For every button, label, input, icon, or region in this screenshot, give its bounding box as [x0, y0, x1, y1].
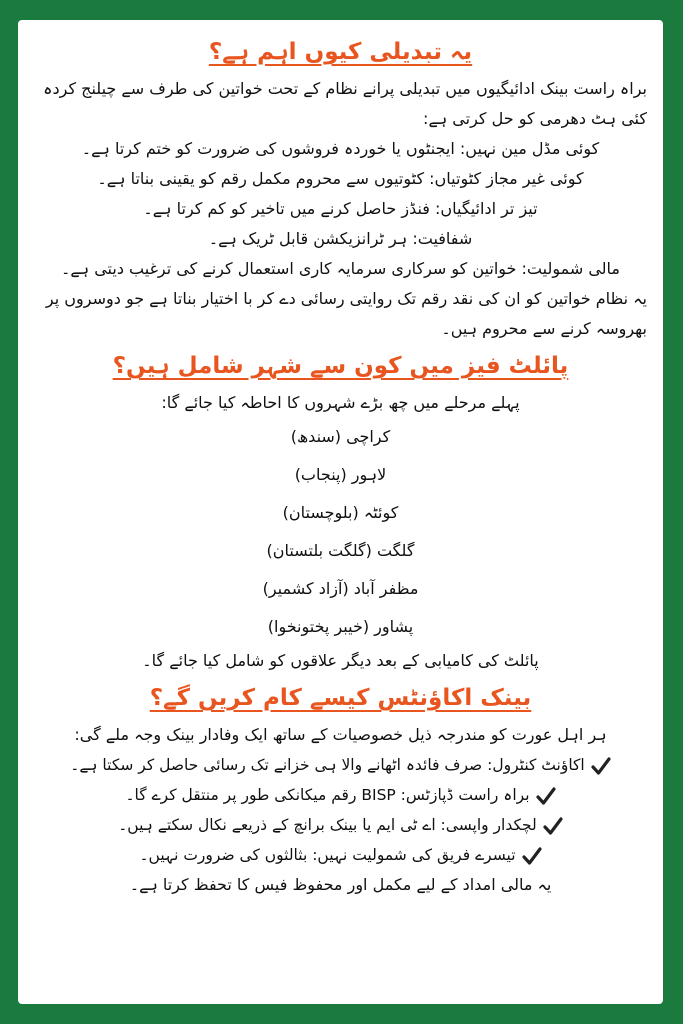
point-fast-payments: تیز تر ادائیگیاں: فنڈز حاصل کرنے میں تاخیر کو کم کرتا ہے۔ — [143, 199, 538, 218]
point-no-deductions: کوئی غیر مجاز کٹوتیاں: کٹوتیوں سے محروم مکمل رقم کو یقینی بناتا ہے۔ — [97, 169, 584, 188]
pilot-closing: پائلٹ کی کامیابی کے بعد دیگر علاقوں کو شامل کیا جائے گا۔ — [142, 651, 539, 670]
feature-account-control — [34, 750, 647, 780]
checkmark-icon — [543, 816, 563, 836]
accounts-intro: ہر اہل عورت کو مندرجہ ذیل خصوصیات کے ساتھ ایک وفادار بینک وجہ ملے گی: — [74, 725, 607, 744]
city-quetta: کوئٹہ (بلوچستان) — [282, 503, 399, 522]
heading-bank-accounts: بینک اکاؤنٹس کیسے کام کریں گے؟ — [149, 685, 532, 711]
feature-text: اکاؤنٹ کنٹرول: صرف فائدہ اٹھانے والا ہی خزانے تک رسائی حاصل کر سکتا ہے۔ — [70, 756, 585, 774]
heading-why-important: یہ تبدیلی کیوں اہم ہے؟ — [208, 39, 473, 65]
checkmark-icon — [522, 846, 542, 866]
feature-text: لچکدار واپسی: اے ٹی ایم یا بینک برانچ کے ذریعے نکال سکتے ہیں۔ — [118, 816, 537, 834]
city-peshawar: پشاور (خیبر پختونخوا) — [267, 617, 414, 636]
city-gilgit: گلگت (گلگت بلتستان) — [266, 541, 415, 560]
point-financial-inclusion: مالی شمولیت: خواتین کو سرکاری سرمایہ کاری استعمال کرنے کی ترغیب دیتی ہے۔ — [60, 259, 620, 278]
content-card — [18, 20, 663, 1004]
feature-no-third-party — [34, 840, 647, 870]
intro-paragraph: براہ راست بینک ادائیگیوں میں تبدیلی پرانے نظام کے تحت خواتین کی طرف سے چیلنج کردہ کئی ہٹ دھرمی کو حل کرتی ہے: — [43, 79, 647, 128]
city-muzaffarabad: مظفر آباد (آزاد کشمیر) — [262, 579, 419, 598]
feature-text: براہ راست ڈپازٹس: BISP رقم میکانکی طور پر منتقل کرے گا۔ — [125, 786, 530, 804]
city-lahore: لاہور (پنجاب) — [294, 465, 387, 484]
accounts-closing: یہ مالی امداد کے لیے مکمل اور محفوظ فیس کا تحفظ کرتا ہے۔ — [129, 875, 552, 894]
feature-flexible-withdrawal — [34, 810, 647, 840]
feature-direct-deposits — [34, 780, 647, 810]
feature-text: تیسرے فریق کی شمولیت نہیں: بثالثوں کی ضرورت نہیں۔ — [139, 846, 516, 864]
checkmark-icon — [591, 756, 611, 776]
heading-pilot-cities: پائلٹ فیز میں کون سے شہر شامل ہیں؟ — [112, 353, 569, 379]
city-karachi: کراچی (سندھ) — [290, 427, 391, 446]
cities-intro: پہلے مرحلے میں چھ بڑے شہروں کا احاطہ کیا جائے گا: — [161, 393, 520, 412]
point-transparency: شفافیت: ہر ٹرانزیکشن قابل ٹریک ہے۔ — [208, 229, 473, 248]
checkmark-icon — [536, 786, 556, 806]
closing-paragraph: یہ نظام خواتین کو ان کی نقد رقم تک روایتی رسائی دے کر با اختیار بناتا ہے جو دوسروں پر بھروسہ کرنے سے محروم ہیں۔ — [45, 289, 647, 338]
point-no-middleman: کوئی مڈل مین نہیں: ایجنٹوں یا خوردہ فروشوں کی ضرورت کو ختم کرتا ہے۔ — [81, 139, 600, 158]
